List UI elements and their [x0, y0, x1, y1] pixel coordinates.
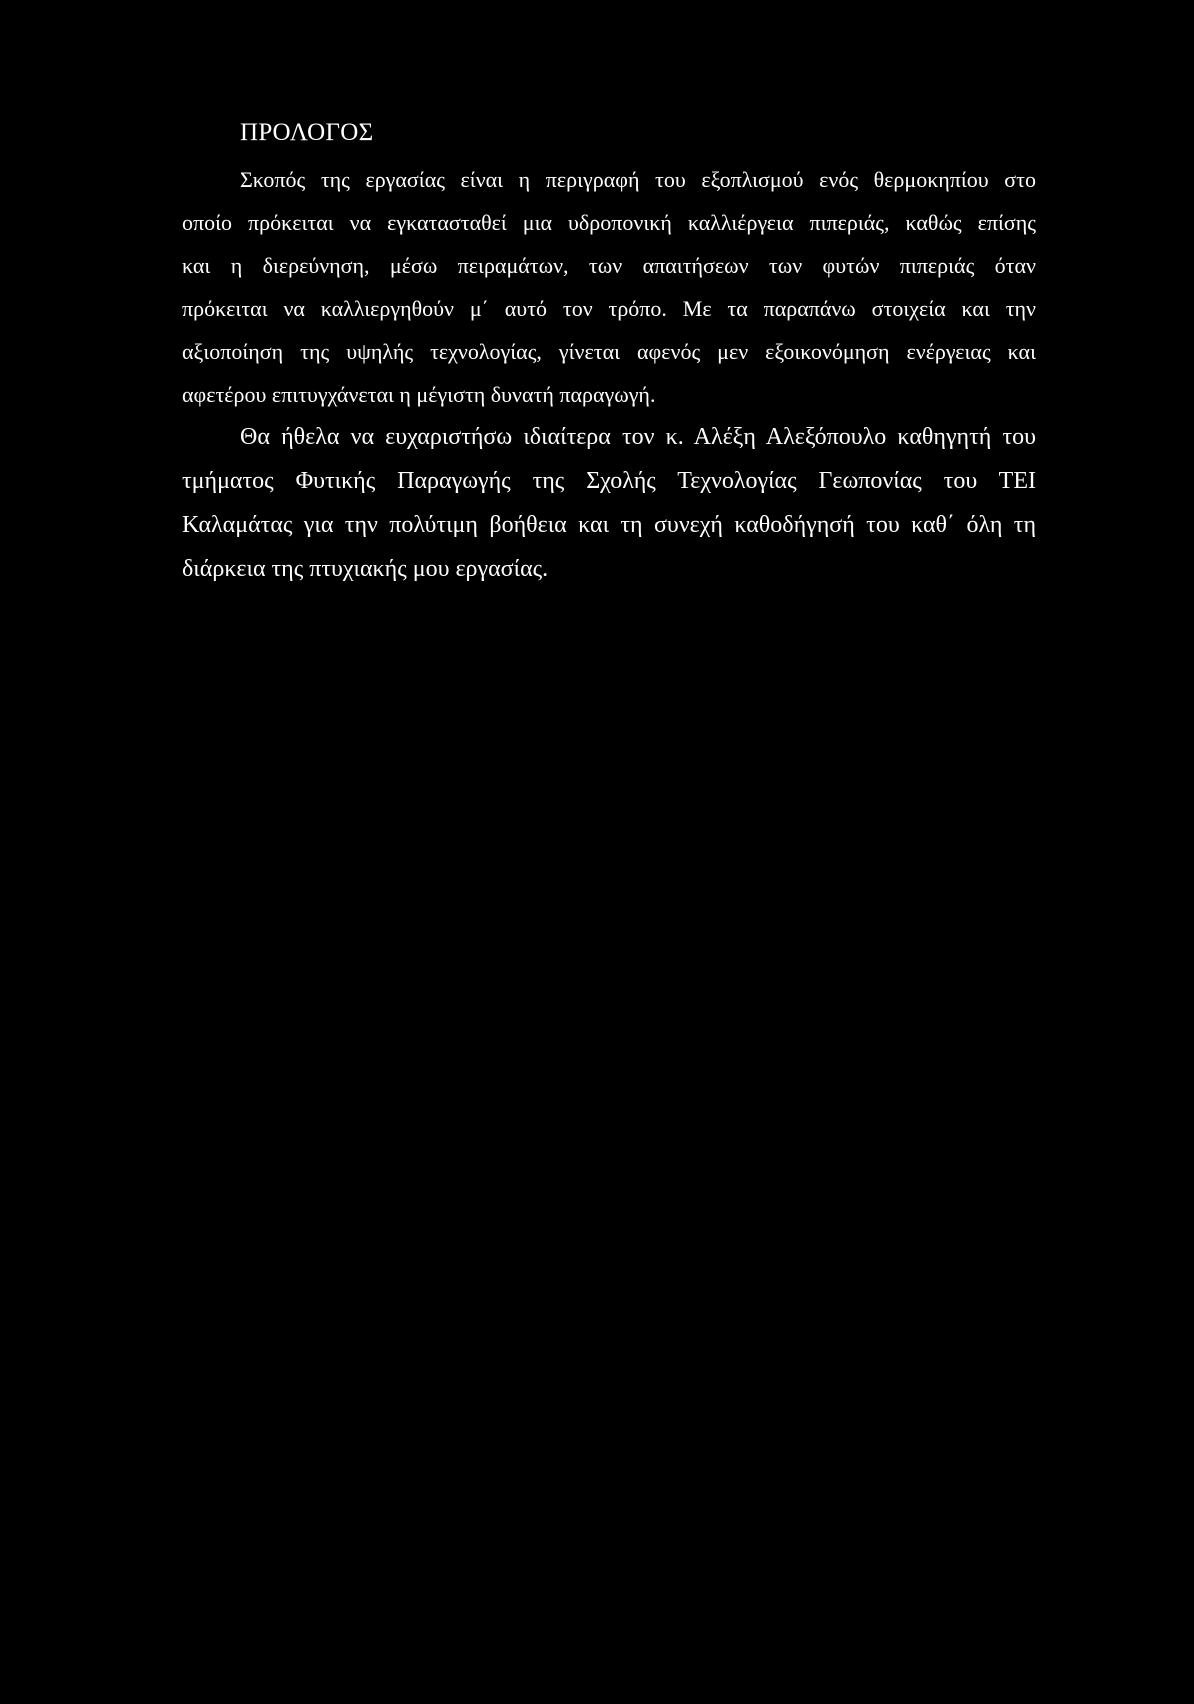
page-title: ΠΡΟΛΟΓΟΣ	[240, 119, 374, 146]
paragraph-line: οποίο πρόκειται να εγκατασταθεί μια υδροπονική καλλιέργεια πιπεριάς, καθώς επίσης	[182, 210, 1036, 235]
paragraph-line: διάρκεια της πτυχιακής μου εργασίας.	[182, 556, 549, 582]
paragraph-line: τμήματος Φυτικής Παραγωγής της Σχολής Τεχνολογίας Γεωπονίας του ΤΕΙ	[182, 468, 1036, 494]
paragraph-line: και η διερεύνηση, μέσω πειραμάτων, των απαιτήσεων των φυτών πιπεριάς όταν	[182, 253, 1036, 278]
paragraph-line: αφετέρου επιτυγχάνεται η μέγιστη δυνατή παραγωγή.	[182, 382, 656, 407]
paragraph-line: Καλαμάτας για την πολύτιμη βοήθεια και τη συνεχή καθοδήγησή του καθ΄ όλη τη	[182, 512, 1036, 538]
paragraph-line: Σκοπός της εργασίας είναι η περιγραφή του εξοπλισμού ενός θερμοκηπίου στο	[240, 167, 1036, 192]
paragraph-line: Θα ήθελα να ευχαριστήσω ιδιαίτερα τον κ. Αλέξη Αλεξόπουλο καθηγητή του	[240, 424, 1036, 450]
paragraph-line: πρόκειται να καλλιεργηθούν μ΄ αυτό τον τρόπο. Με τα παραπάνω στοιχεία και την	[182, 296, 1036, 321]
paragraph-line: αξιοποίηση της υψηλής τεχνολογίας, γίνεται αφενός μεν εξοικονόμηση ενέργειας και	[182, 339, 1036, 364]
